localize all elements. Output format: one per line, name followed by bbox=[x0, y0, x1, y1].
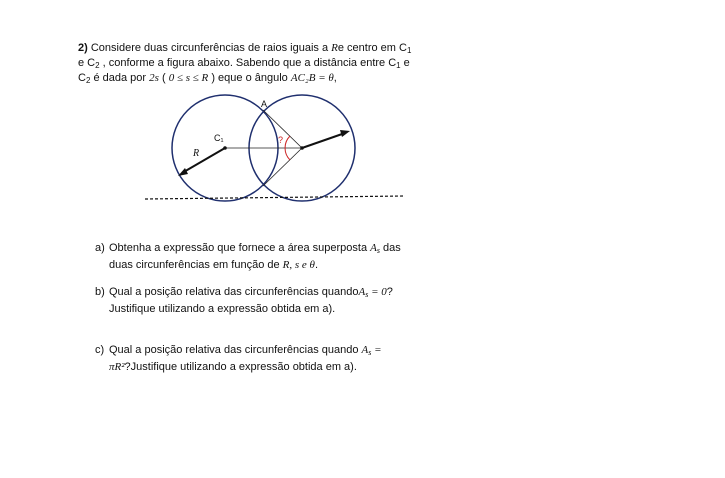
label-a: A bbox=[261, 99, 268, 109]
arrowhead-c1 bbox=[178, 168, 188, 176]
center-c2-point bbox=[300, 146, 304, 150]
question-text-part: Qual a posição relativa das circunferências quando bbox=[109, 286, 359, 298]
zero-expression: = 0 bbox=[368, 286, 387, 298]
question-text-part: Obtenha a expressão que fornece a área superposta bbox=[109, 242, 371, 254]
intro-text: , conforme a figura abaixo. Sabendo que a distância entre C bbox=[99, 57, 397, 69]
question-a bbox=[95, 241, 455, 272]
question-text bbox=[95, 343, 455, 374]
intro-text: é dada por bbox=[90, 72, 150, 84]
question-text-part: ?Justifique utilizando a expressão obtida em a). bbox=[124, 361, 357, 373]
arrowhead-c2 bbox=[340, 130, 350, 137]
intro-text: e centro em C bbox=[337, 42, 407, 54]
label-c1: C₁ bbox=[214, 133, 224, 143]
label-r: R bbox=[193, 148, 200, 159]
area-symbol: A bbox=[370, 242, 377, 254]
equals-expression: = bbox=[371, 344, 382, 356]
area-symbol: A bbox=[361, 344, 369, 356]
area-symbol: A bbox=[358, 286, 366, 298]
intro-text: e bbox=[400, 57, 410, 69]
intro-text: e C bbox=[78, 57, 96, 69]
question-c bbox=[95, 343, 455, 374]
label-angle: ? bbox=[278, 135, 284, 145]
radius-arrow-c1 bbox=[182, 148, 225, 173]
question-text-part: duas circunferências em função de bbox=[109, 259, 283, 271]
question-label: a) bbox=[95, 242, 105, 254]
ground-line bbox=[145, 196, 405, 199]
variables-expression: R, s e θ bbox=[282, 259, 315, 271]
intro-text: , bbox=[333, 72, 337, 84]
subscript: s bbox=[365, 290, 369, 299]
circles-figure bbox=[140, 95, 420, 205]
segment-b-c2 bbox=[263, 148, 302, 186]
question-label: c) bbox=[95, 344, 105, 356]
angle-expression: AC₂B = θ bbox=[290, 72, 334, 84]
intro-text: ( bbox=[158, 72, 169, 84]
problem-number: 2) bbox=[78, 42, 88, 54]
question-text-part: . bbox=[314, 259, 319, 271]
question-text-part: Qual a posição relativa das circunferências quando bbox=[109, 344, 362, 356]
radius-arrow-c2 bbox=[302, 133, 345, 148]
question-label: b) bbox=[95, 286, 105, 298]
problem-intro-line-3 bbox=[78, 71, 337, 88]
subscript: 2 bbox=[85, 76, 91, 85]
intro-text: Considere duas circunferências de raios iguais a bbox=[87, 42, 332, 54]
question-text bbox=[95, 285, 455, 316]
subscript: 2 bbox=[95, 61, 100, 70]
question-text-part: das bbox=[379, 242, 401, 254]
question-text-part: ? bbox=[386, 286, 393, 298]
intro-text: C bbox=[78, 72, 86, 84]
circle-area-expression: πR² bbox=[109, 361, 125, 373]
radius-symbol: R bbox=[331, 42, 338, 54]
question-b bbox=[95, 285, 455, 316]
intro-text: ) eque o ângulo bbox=[208, 72, 291, 84]
question-text bbox=[95, 241, 455, 272]
distance-expression: 2s bbox=[149, 72, 159, 84]
center-c1-point bbox=[223, 146, 227, 150]
subscript: s bbox=[376, 246, 380, 255]
range-expression: 0 ≤ s ≤ R bbox=[168, 72, 209, 84]
question-text-part: Justifique utilizando a expressão obtida em a). bbox=[109, 303, 336, 315]
subscript: s bbox=[368, 348, 372, 357]
subscript: 1 bbox=[406, 46, 412, 55]
subscript: 1 bbox=[396, 61, 401, 70]
